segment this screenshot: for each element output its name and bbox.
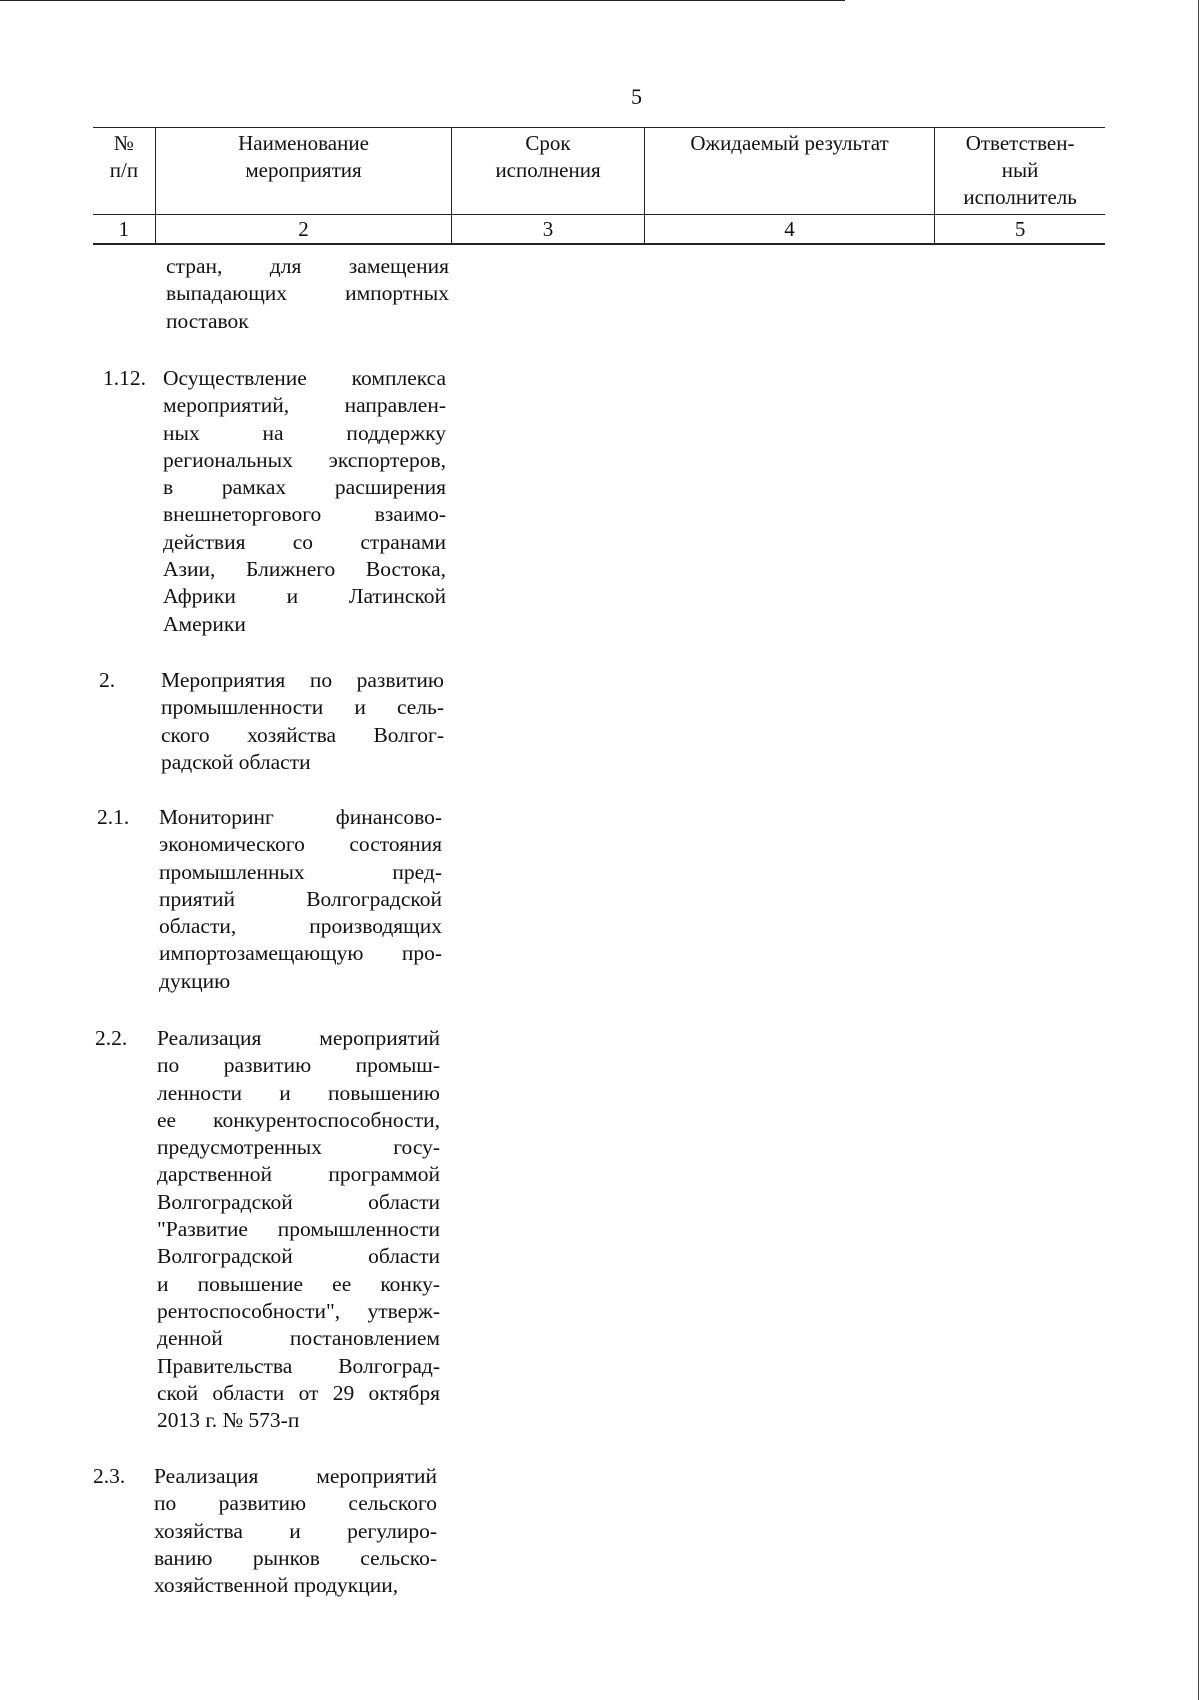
text-line: и повышение ее конку- [157,1271,440,1296]
row-number: 1.12. [103,366,146,390]
header-number: № п/п [109,131,139,182]
column-number: 3 [452,215,645,245]
text-line: Реализация мероприятий [154,1464,437,1488]
header-row [93,128,1105,215]
column-number-row [93,215,1105,245]
text-line: дукцию [159,968,231,993]
text-line: по развитию сельского [154,1491,437,1516]
row-number: 2.2. [95,1026,128,1050]
text-line: ского хозяйства Волгог- [161,722,444,747]
text-line: радской области [161,749,311,774]
text-line: региональных экспортеров, [163,447,446,472]
row-activity-name [157,1025,440,1434]
header-name: Наименование мероприятия [155,128,451,215]
text-line: приятий Волгоградской [159,886,442,911]
text-line: Реализация мероприятий [157,1026,440,1050]
text-line: Мониторинг финансово- [159,805,442,829]
text-line: импортозамещающую про- [159,941,442,966]
header-result: Ожидаемый результат [644,128,934,215]
text-line: стран, для замещения [166,254,449,278]
text-line: действия со странами [163,529,446,554]
text-line: рентоспособности", утверж- [157,1298,440,1323]
text-line: выпадающих импортных [166,281,449,306]
text-line: промышленных пред- [159,859,442,884]
row-activity-name [159,804,442,995]
text-line: экономического состояния [159,832,442,857]
text-line: промышленности и сель- [161,695,444,720]
column-number: 1 [118,217,130,241]
row-activity-name [161,667,444,776]
text-line: Правительства Волгоград- [157,1353,440,1378]
text-line: области, производящих [159,914,442,939]
text-line: поставок [166,308,249,333]
text-line: по развитию промыш- [157,1053,440,1078]
row-activity-name [166,253,449,335]
text-line: предусмотренных госу- [157,1135,440,1160]
row-activity-name [154,1463,437,1599]
text-line: Азии, Ближнего Востока, [163,557,446,582]
header-term: Срок исполнения [452,128,645,215]
text-line: Африки и Латинской [163,584,446,609]
column-number: 2 [155,215,451,245]
text-line: Мероприятия по развитию [161,668,444,692]
header-responsible: Ответствен- ный исполнитель [935,128,1105,215]
text-line: "Развитие промышленности [157,1217,440,1242]
row-activity-name [163,365,446,638]
text-line: ленности и повышению [157,1080,440,1105]
text-line: хозяйства и регулиро- [154,1518,437,1543]
text-line: денной постановлением [157,1326,440,1351]
row-number: 2. [99,668,116,692]
text-line: ных на поддержку [163,420,446,445]
text-line: ее конкурентоспособности, [157,1107,440,1132]
scan-right-edge [1198,0,1199,1700]
column-number: 5 [935,215,1105,245]
row-number: 2.1. [97,805,130,829]
text-line: Осуществление комплекса [163,366,446,390]
scan-top-edge [0,0,845,1]
text-line: Волгоградской области [157,1189,440,1214]
text-line: в рамках расширения [163,475,446,500]
page-number: 5 [631,84,642,109]
text-line: ской области от 29 октября [157,1380,440,1405]
text-line: 2013 г. № 573-п [157,1408,300,1433]
text-line: Волгоградской области [157,1244,440,1269]
column-number: 4 [644,215,934,245]
text-line: дарственной программой [157,1162,440,1187]
table-header [93,127,1105,245]
text-line: хозяйственной продукции, [154,1573,399,1598]
text-line: ванию рынков сельско- [154,1545,437,1570]
row-number: 2.3. [93,1464,126,1488]
text-line: внешнеторгового взаимо- [163,502,446,527]
text-line: Америки [163,611,246,636]
text-line: мероприятий, направлен- [163,393,446,418]
